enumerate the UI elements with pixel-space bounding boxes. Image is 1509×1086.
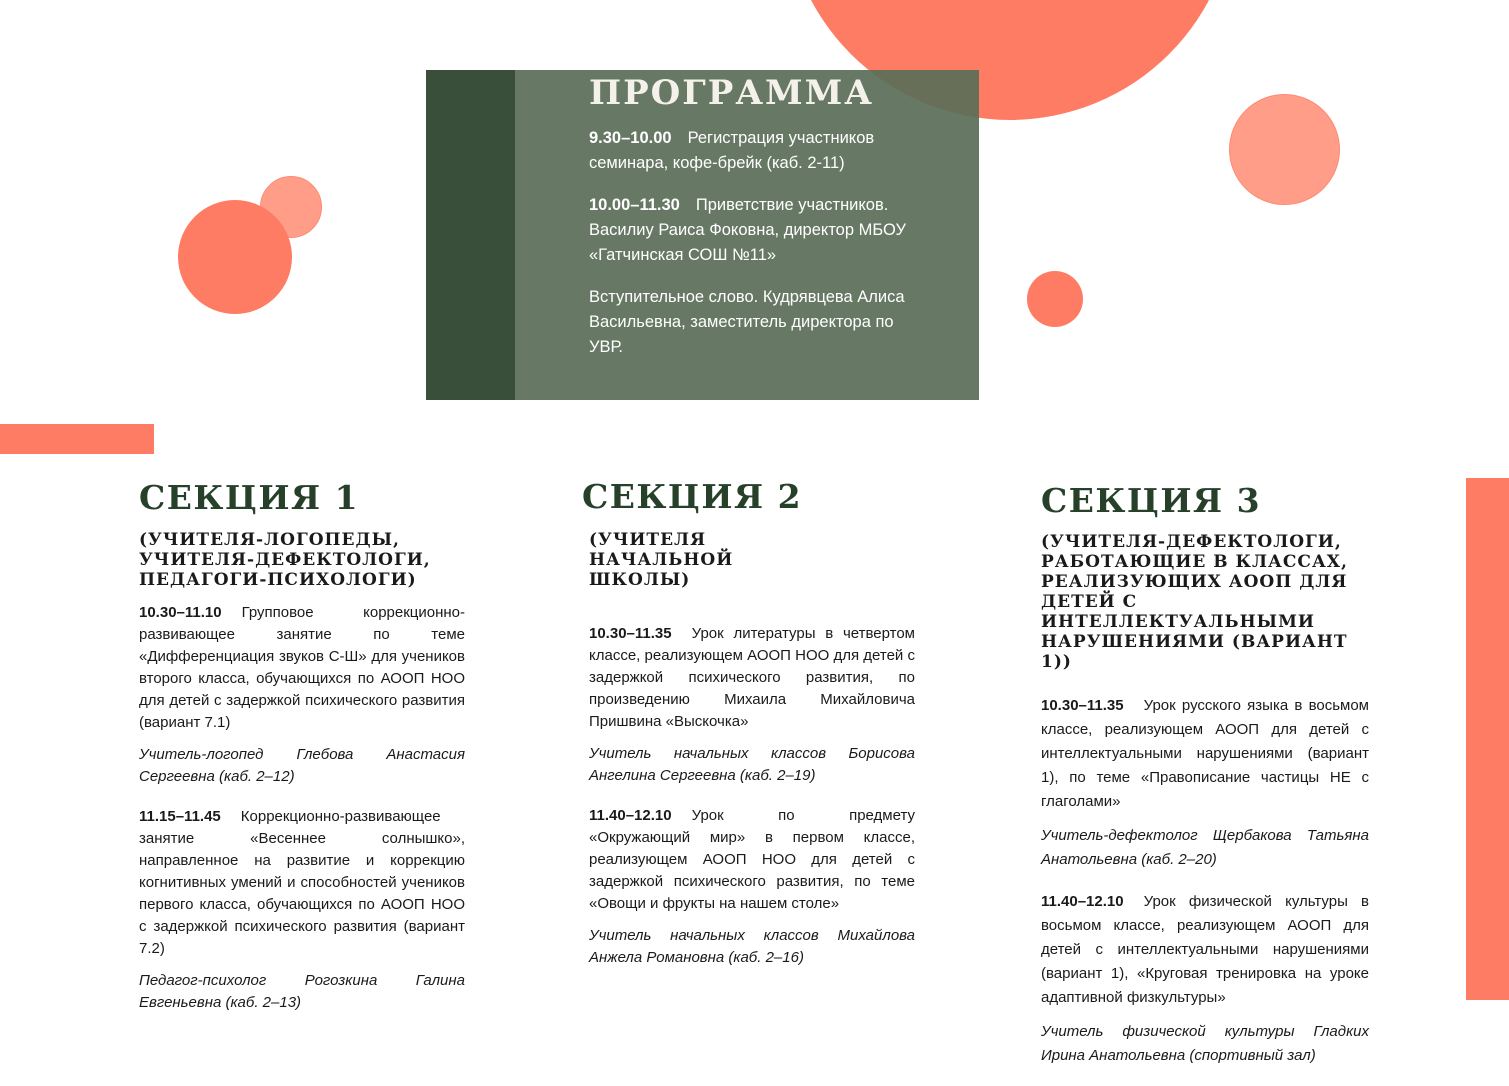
decor-bar-right bbox=[1466, 478, 1509, 1000]
program-accent-strip bbox=[426, 70, 515, 400]
session-description bbox=[139, 602, 465, 734]
program-item bbox=[589, 285, 929, 360]
session-teacher: Учитель начальных классов Борисова Ангелина Сергеевна (каб. 2–19) bbox=[589, 745, 915, 784]
program-item-text: Вступительное слово. Кудрявцева Алиса Васильевна, заместитель директора по УВР. bbox=[589, 288, 905, 356]
section-title: СЕКЦИЯ 2 bbox=[582, 477, 803, 516]
session-description bbox=[1041, 694, 1369, 814]
program-title: ПРОГРАММА bbox=[589, 73, 874, 113]
program-item bbox=[589, 126, 929, 176]
section-title: СЕКЦИЯ 3 bbox=[1041, 481, 1262, 520]
session-text: Урок физической культуры в восьмом классе, реализующем АООП для детей с интеллектуальными нарушениями (вариант 1), «Круговая тренировка на уроке адаптивной физкультуры» bbox=[1041, 893, 1369, 1006]
program-item-time: 10.00–11.30 bbox=[589, 196, 680, 214]
program-content bbox=[589, 72, 929, 377]
session-text: Групповое коррекционно-развивающее занятие по теме «Дифференциация звуков С-Ш» для учеников второго класса, обучающихся по АООП НОО для детей с задержкой психического развития (вариант 7.1) bbox=[139, 604, 465, 731]
section-subtitle: (УЧИТЕЛЯ-ЛОГОПЕДЫ, УЧИТЕЛЯ-ДЕФЕКТОЛОГИ, ПЕДАГОГИ-ПСИХОЛОГИ) bbox=[139, 530, 431, 590]
section-subtitle: (УЧИТЕЛЯ-ДЕФЕКТОЛОГИ, РАБОТАЮЩИЕ В КЛАССАХ, РЕАЛИЗУЮЩИХ АООП ДЛЯ ДЕТЕЙ С ИНТЕЛЛЕКТУАЛЬНЫМИ НАРУШЕНИЯМИ (ВАРИАНТ 1)) bbox=[1041, 532, 1348, 672]
session-teacher: Учитель начальных классов Михайлова Анжела Романовна (каб. 2–16) bbox=[589, 927, 915, 966]
session-description bbox=[589, 805, 915, 915]
session-time: 10.30–11.35 bbox=[1041, 697, 1124, 714]
session-time: 10.30–11.35 bbox=[589, 625, 672, 642]
session-description bbox=[139, 806, 465, 960]
session-description bbox=[1041, 890, 1369, 1010]
session-description bbox=[589, 623, 915, 733]
session-teacher: Учитель физической культуры Гладких Ирина Анатольевна (спортивный зал) bbox=[1041, 1023, 1369, 1064]
section-3 bbox=[1041, 481, 1369, 1086]
session-teacher: Учитель-логопед Глебова Анастасия Сергеевна (каб. 2–12) bbox=[139, 746, 465, 785]
session-teacher: Учитель-дефектолог Щербакова Татьяна Анатольевна (каб. 2–20) bbox=[1041, 827, 1369, 868]
program-item-time: 9.30–10.00 bbox=[589, 129, 672, 147]
session-text: Урок литературы в четвертом классе, реализующем АООП НОО для детей с задержкой психического развития, по произведению Михаила Михайловича Пришвина «Выскочка» bbox=[589, 625, 915, 730]
decor-circle-medium-left bbox=[178, 200, 292, 314]
decor-circle-right bbox=[1229, 94, 1340, 205]
decor-bar-left bbox=[0, 424, 154, 454]
session-time: 11.40–12.10 bbox=[589, 807, 672, 824]
session-time: 11.15–11.45 bbox=[139, 808, 221, 825]
program-item-text: Регистрация участников семинара, кофе-брейк (каб. 2-11) bbox=[589, 129, 875, 172]
program-item bbox=[589, 193, 929, 268]
session-time: 11.40–12.10 bbox=[1041, 893, 1124, 910]
session-text: Урок по предмету «Окружающий мир» в первом классе, реализующем АООП НОО для детей с задержкой психического развития, по теме «Овощи и фрукты на нашем столе» bbox=[589, 807, 915, 912]
session-text: Урок русского языка в восьмом классе, реализующем АООП для детей с интеллектуальными нарушениями (вариант 1), по теме «Правописание частицы НЕ с глаголами» bbox=[1041, 697, 1369, 810]
section-subtitle: (УЧИТЕЛЯ НАЧАЛЬНОЙ ШКОЛЫ) bbox=[589, 530, 734, 590]
session-time: 10.30–11.10 bbox=[139, 604, 222, 621]
section-1 bbox=[139, 478, 465, 1032]
decor-circle-small-right bbox=[1027, 271, 1083, 327]
session-text: Коррекционно-развивающее занятие «Весеннее солнышко», направленное на развитие и коррекцию когнитивных умений и способностей учеников первого класса, обучающихся по АООП НОО с задержкой психического развития (вариант 7.2) bbox=[139, 808, 465, 957]
section-title: СЕКЦИЯ 1 bbox=[139, 478, 360, 517]
session-teacher: Педагог-психолог Рогозкина Галина Евгеньевна (каб. 2–13) bbox=[139, 972, 465, 1011]
program-item-text: Приветствие участников. Василиу Раиса Фоковна, директор МБОУ «Гатчинская СОШ №11» bbox=[589, 196, 906, 264]
section-2 bbox=[582, 477, 915, 987]
